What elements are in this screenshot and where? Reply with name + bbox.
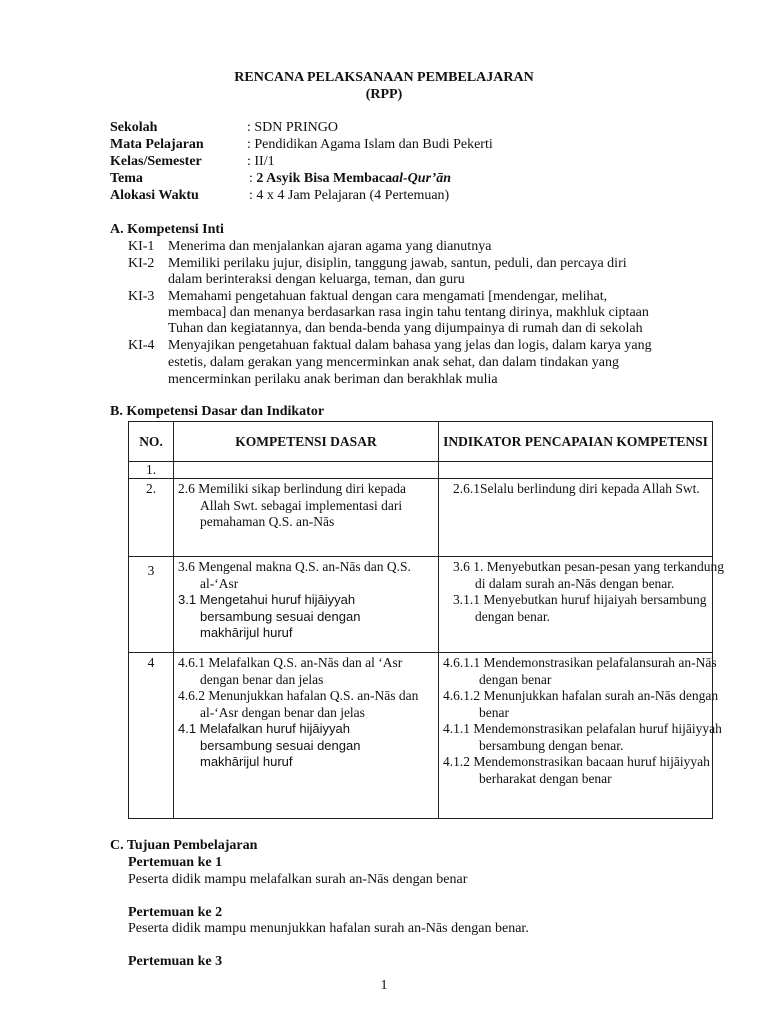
tema-prefix: : (249, 171, 257, 186)
ki-text-cont: dalam berinteraksi dengan keluarga, teman, dan guru (168, 272, 465, 287)
row-indikator (439, 653, 722, 819)
ki-code: KI-4 (128, 338, 155, 353)
header-kd: KOMPETENSI DASAR (174, 422, 439, 462)
row-no: 2. (129, 479, 174, 557)
identity-label-mapel: Mata Pelajaran (110, 137, 204, 152)
kd-item: 4.1 Melafalkan huruf hijāiyyah bersambung sesuai dengan makhārijul huruf (178, 721, 361, 769)
row-indikator (439, 462, 713, 479)
kd-item: 4.6.1 Melafalkan Q.S. an-Nās dan al ‘Asr dengan benar dan jelas (178, 655, 403, 687)
ki-code: KI-1 (128, 239, 155, 254)
section-c-heading: C. Tujuan Pembelajaran (110, 838, 258, 853)
document-title: RENCANA PELAKSANAAN PEMBELAJARAN (234, 70, 534, 85)
header-no: NO. (129, 422, 174, 462)
identity-value-alokasi: : 4 x 4 Jam Pelajaran (4 Pertemuan) (249, 188, 450, 203)
row-kd (174, 479, 439, 557)
identity-label-sekolah: Sekolah (110, 120, 158, 135)
identity-value-mapel: : Pendidikan Agama Islam dan Budi Pekerti (247, 137, 493, 152)
meeting-text: Peserta didik mampu menunjukkan hafalan surah an-Nās dengan benar. (128, 921, 529, 936)
indicator-item: 3.1.1 Menyebutkan huruf hijaiyah bersambung dengan benar. (453, 592, 707, 624)
table-row (129, 557, 713, 653)
ki-item (128, 338, 652, 354)
ki-text-cont: mencerminkan perilaku anak beriman dan berakhlak mulia (168, 372, 498, 387)
kd-table (128, 421, 725, 819)
document-subtitle: (RPP) (365, 87, 403, 102)
kd-item: 3.1 Mengetahui huruf hijāiyyah bersambung sesuai dengan makhārijul huruf (178, 592, 361, 640)
kd-item: 4.6.2 Menunjukkan hafalan Q.S. an-Nās dan al-‘Asr dengan benar dan jelas (178, 688, 419, 720)
indicator-item: 4.1.2 Mendemonstrasikan bacaan huruf hijāiyyah berharakat dengan benar (443, 754, 710, 786)
indicator-item: 3.6 1. Menyebutkan pesan-pesan yang terkandung di dalam surah an-Nās dengan benar. (453, 559, 725, 591)
meeting-text: Peserta didik mampu melafalkan surah an-Nās dengan benar (128, 872, 468, 887)
indicator-item: 2.6.1Selalu berlindung diri kepada Allah Swt. (453, 481, 700, 496)
row-no: 1. (129, 462, 174, 479)
identity-value-tema (249, 171, 451, 187)
table-row (129, 462, 713, 479)
header-indikator: INDIKATOR PENCAPAIAN KOMPETENSI (439, 422, 713, 462)
ki-text: Menerima dan menjalankan ajaran agama yang dianutnya (168, 239, 492, 254)
row-no: 4 (129, 653, 174, 819)
kd-item: 3.6 Mengenal makna Q.S. an-Nās dan Q.S. al-‘Asr (178, 559, 411, 591)
indicator-item: 4.6.1.2 Menunjukkan hafalan surah an-Nās dengan benar (443, 688, 719, 720)
row-indikator (439, 479, 713, 557)
meeting-title: Pertemuan ke 2 (128, 905, 223, 920)
meeting-title: Pertemuan ke 3 (128, 954, 223, 969)
ki-text: Memiliki perilaku jujur, disiplin, tanggung jawab, santun, peduli, dan percaya diri (168, 256, 627, 271)
table-row (129, 479, 713, 557)
page-number: 1 (380, 978, 388, 993)
identity-label-tema: Tema (110, 171, 143, 186)
row-kd (174, 557, 439, 653)
meeting-title: Pertemuan ke 1 (128, 855, 223, 870)
ki-text-cont: membaca] dan menanya berdasarkan rasa ingin tahu tentang dirinya, makhluk ciptaan (168, 305, 649, 320)
kd-item: 2.6 Memiliki sikap berlindung diri kepada Allah Swt. sebagai implementasi dari pemahaman Q.S. an-Nās (178, 481, 406, 529)
indicator-item: 4.1.1 Mendemonstrasikan pelafalan huruf hijāiyyah bersambung dengan benar. (443, 721, 722, 753)
section-a-heading: A. Kompetensi Inti (110, 222, 224, 237)
identity-value-sekolah: : SDN PRINGO (247, 120, 339, 135)
ki-text: Menyajikan pengetahuan faktual dalam bahasa yang jelas dan logis, dalam karya yang (168, 338, 652, 353)
ki-code: KI-3 (128, 289, 155, 304)
ki-text: Memahami pengetahuan faktual dengan cara mengamati [mendengar, melihat, (168, 289, 608, 304)
identity-value-kelas: : II/1 (247, 154, 275, 169)
ki-item (128, 256, 627, 272)
identity-label-alokasi: Alokasi Waktu (110, 188, 199, 203)
tema-title: 2 Asyik Bisa Membaca (256, 171, 393, 186)
ki-item (128, 289, 607, 305)
indicator-item: 4.6.1.1 Mendemonstrasikan pelafalansurah an-Nās dengan benar (443, 655, 717, 687)
ki-code: KI-2 (128, 256, 155, 271)
tema-title-italic: al-Qur’ān (392, 171, 451, 186)
ki-text-cont: estetis, dalam gerakan yang mencerminkan anak sehat, dan dalam tindakan yang (168, 355, 619, 370)
identity-label-kelas: Kelas/Semester (110, 154, 202, 169)
ki-item (128, 239, 491, 255)
row-indikator (439, 557, 725, 653)
kd-table-header-row (129, 422, 713, 462)
section-b-heading: B. Kompetensi Dasar dan Indikator (110, 404, 325, 419)
row-kd (174, 653, 439, 819)
row-kd (174, 462, 439, 479)
table-row (129, 653, 713, 819)
row-no: 3 (129, 557, 174, 653)
ki-text-cont: Tuhan dan kegiatannya, dan benda-benda yang dijumpainya di rumah dan di sekolah (168, 321, 643, 336)
